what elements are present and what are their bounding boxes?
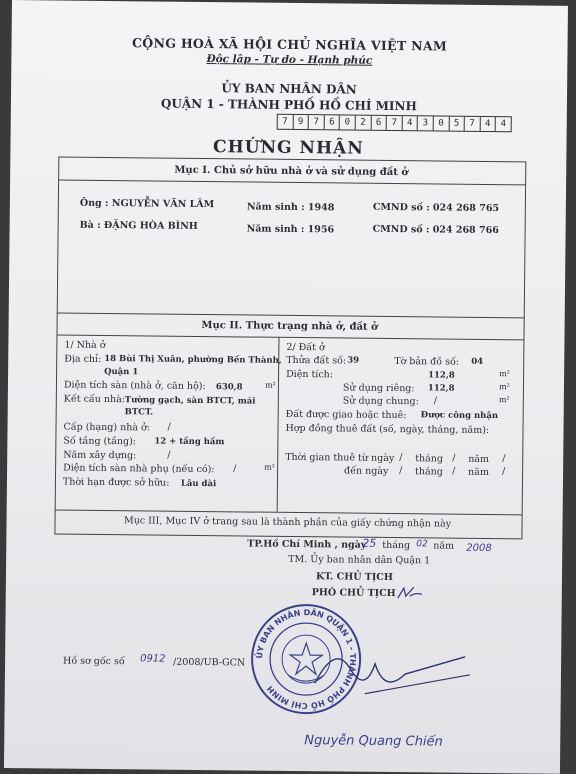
- record-suffix: /2008/UB-GCN: [173, 656, 246, 669]
- owner-name: Bà : ĐẶNG HÒA BÌNH: [79, 219, 198, 232]
- owner-birth-year: Năm sinh : 1948: [246, 201, 335, 214]
- serial-digit: 7: [309, 115, 325, 129]
- national-motto: Độc lập - Tự do - Hạnh phúc: [206, 53, 373, 67]
- unit-m2: m²: [498, 382, 510, 392]
- unit-m2: m²: [264, 380, 276, 390]
- serial-digit: 0: [434, 116, 450, 130]
- land-area-label: Diện tích:: [286, 368, 334, 381]
- year-value: 2008: [466, 542, 492, 555]
- month-label: tháng: [415, 466, 443, 478]
- lease-to-label: đến ngày: [344, 465, 389, 477]
- slash: /: [452, 465, 456, 477]
- record-number: 0912: [140, 653, 166, 665]
- floor-area-label: Diện tích sàn (nhà ở, căn hộ):: [63, 379, 206, 393]
- floors-value: 12 + tầng hầm: [154, 436, 225, 448]
- common-use-value: /: [433, 395, 438, 407]
- structure-line-2: BTCT.: [124, 407, 154, 418]
- slash: /: [502, 453, 506, 465]
- serial-digit: 4: [480, 117, 496, 131]
- serial-digit: 5: [449, 117, 465, 131]
- unit-m2: m²: [264, 462, 275, 472]
- day-value: 25: [362, 536, 377, 550]
- republic-heading: CỘNG HOÀ XÃ HỘI CHỦ NGHĨA VIỆT NAM: [131, 35, 448, 54]
- serial-digit: 7: [387, 116, 403, 130]
- serial-digit: 4: [402, 116, 418, 130]
- house-title: 1/ Nhà ở: [64, 339, 106, 351]
- address-label: Địa chỉ:: [64, 353, 102, 365]
- land-area-value: 112,8: [428, 370, 455, 381]
- land-title: 2/ Đất ở: [286, 341, 325, 354]
- section2-heading: Mục II. Thực trạng nhà ở, đất ở: [201, 320, 378, 333]
- deputy-chairman-prefix: KT. CHỦ TỊCH: [315, 571, 393, 584]
- floors-label: Số tầng (tầng):: [63, 435, 137, 448]
- section1-heading: Mục I. Chủ sở hữu nhà ở và sử dụng đất ở: [174, 164, 409, 179]
- aux-area-value: /: [233, 463, 237, 475]
- serial-digit: 6: [371, 116, 387, 130]
- year-label: năm: [468, 453, 490, 466]
- aux-area-label: Diện tích sàn nhà phụ (nếu có):: [63, 462, 215, 476]
- record-label: Hồ sơ gốc số: [63, 655, 125, 668]
- serial-digit: 2: [356, 116, 372, 130]
- serial-digit: 9: [293, 115, 309, 129]
- serial-digit: 6: [324, 115, 340, 129]
- unit-m2: m²: [499, 369, 510, 379]
- vice-chairman-title: PHÓ CHỦ TỊCH: [311, 587, 396, 600]
- signature-scribble: [305, 633, 476, 705]
- map-value: 04: [471, 356, 484, 367]
- year-label: năm: [468, 466, 489, 479]
- unit-m2: m²: [498, 395, 510, 405]
- signer-name: Nguyễn Quang Chiến: [304, 733, 443, 750]
- month-label: tháng: [382, 539, 411, 552]
- private-use-label: Sử dụng riêng:: [342, 382, 415, 395]
- owner-id-number: CMND số : 024 268 765: [372, 201, 500, 215]
- owner-id-number: CMND số : 024 268 766: [372, 223, 499, 237]
- serial-number-boxes: [277, 114, 512, 132]
- month-value: 02: [416, 539, 428, 550]
- district-name: QUẬN 1 - THÀNH PHỐ HỒ CHÍ MINH: [160, 96, 417, 114]
- serial-digit: 0: [340, 115, 356, 129]
- owner-birth-year: Năm sinh : 1956: [246, 223, 335, 236]
- authority-name: ỦY BAN NHÂN DÂN: [221, 81, 357, 97]
- common-use-label: Sử dụng chung:: [342, 395, 419, 408]
- structure-label: Kết cấu nhà:: [63, 393, 126, 406]
- term-value: Lâu dài: [180, 478, 217, 490]
- land-origin-label: Đất được giao hoặc thuê:: [285, 408, 407, 422]
- address-line-2: Quận 1: [104, 366, 139, 378]
- serial-digit: 7: [278, 115, 294, 129]
- map-label: Tờ bản đồ số:: [394, 356, 460, 368]
- certificate-page: [4, 0, 568, 774]
- year-label: năm: [433, 540, 455, 552]
- floor-area-value: 630,8: [215, 382, 243, 393]
- serial-digit: 3: [418, 116, 434, 130]
- grade-label: Cấp (hạng) nhà ở:: [63, 421, 151, 434]
- private-use-value: 112,8: [427, 383, 455, 394]
- initial-mark: [396, 584, 424, 602]
- on-behalf-label: TM. Ủy ban nhân dân Quận 1: [288, 553, 431, 567]
- plot-label: Thửa đất số:: [286, 354, 347, 367]
- document-title: CHỨNG NHẬN: [212, 137, 364, 159]
- address-line-1: 18 Bùi Thị Xuân, phường Bến Thành,: [104, 353, 282, 366]
- structure-line-1: Tường gạch, sàn BTCT, mái: [124, 395, 256, 407]
- slash: /: [502, 466, 506, 478]
- year-label: Năm xây dựng:: [63, 449, 137, 462]
- slash: /: [452, 452, 456, 464]
- land-origin-value: Được công nhận: [420, 410, 499, 422]
- place-date-label: TP.Hồ Chí Minh , ngày: [247, 538, 367, 551]
- month-label: tháng: [415, 453, 444, 465]
- footer-note: Mục III, Mục IV ở trang sau là thành phần của giấy chứng nhận này: [123, 515, 452, 530]
- term-label: Thời hạn được sở hữu:: [62, 476, 170, 489]
- grade-value: /: [167, 421, 171, 433]
- serial-digit: 4: [500, 119, 507, 130]
- serial-digit: 7: [465, 117, 481, 131]
- svg-text:ỦY BAN NHÂN DÂN QUẬN 1 - THÀNH: ỦY BAN NHÂN DÂN QUẬN 1 - THÀNH PHỐ HỒ CHÍ MINH: [255, 608, 358, 711]
- slash: /: [399, 465, 403, 477]
- plot-value: 39: [347, 355, 360, 366]
- lease-contract-label: Hợp đồng thuê đất (số, ngày, tháng, năm):: [285, 422, 490, 437]
- lease-from-label: Thời gian thuê từ ngày: [285, 451, 395, 465]
- slash: /: [399, 452, 403, 464]
- year-value: /: [167, 449, 171, 461]
- owner-name: Ông : NGUYỄN VĂN LÂM: [79, 197, 215, 211]
